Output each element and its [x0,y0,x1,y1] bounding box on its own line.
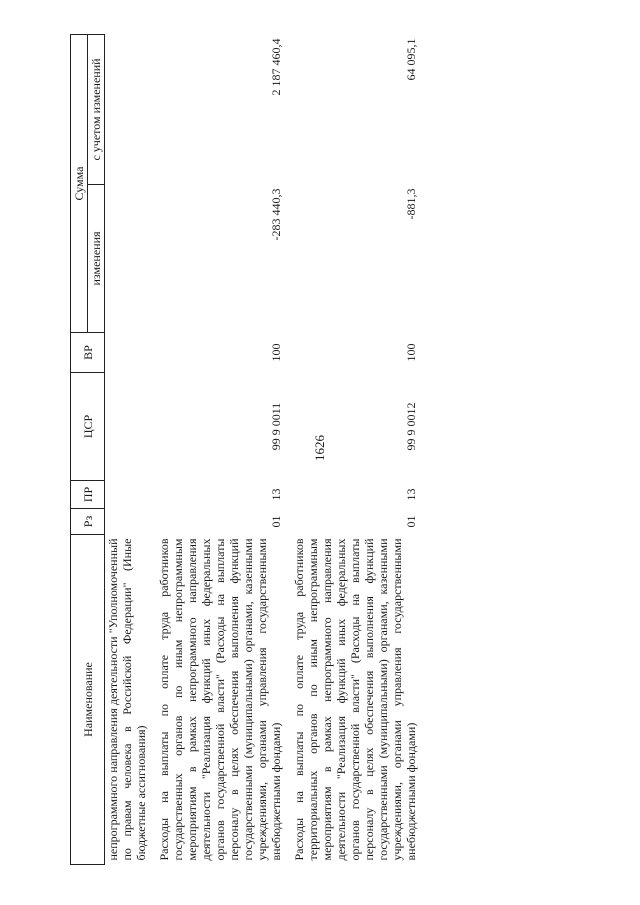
row-total: 2 187 460,4 [269,38,283,96]
row-changes [105,185,150,333]
row-csr: 99 9 0012 [404,402,418,451]
row-changes: -283 440,3 [269,188,283,241]
header-rz: Рз [71,509,105,535]
row-csr [105,373,150,481]
header-csr: ЦСР [71,373,105,481]
header-pr: ПР [71,481,105,509]
row-rz [105,509,150,535]
header-with-changes: с учетом изменений [88,34,105,184]
row-rz: 01 [269,515,283,528]
page-number: 1626 [312,435,327,461]
header-sum: Сумма [71,34,88,332]
row-total: 64 095,1 [404,38,418,81]
row-pr: 13 [404,488,418,501]
row-name: Расходы на выплаты по оплате труда работников территориальных органов по иным непрограммным мероприятиям в рамках непрограммного направления деятельности "Реализация функций иных федеральных органов государственной власти" (Расходы на выплаты персоналу в целях обеспечения выполнения функций государственными (муниципальными) органами, казенными учреждениями, органами управления государственными внебюджетными фондами) [292,538,418,861]
row-csr: 99 9 0011 [269,402,283,451]
row-vr: 100 [269,343,283,362]
header-changes: изменения [88,185,105,333]
header-vr: ВР [71,333,105,373]
rotated-table-container [70,35,610,865]
row-vr [105,333,150,373]
row-name: непрограммного направления деятельности "Уполномоченный по правам человека в Российской Федерации" (Иные бюджетные ассигнования) [106,538,148,861]
table-row [284,34,419,864]
row-rz: 01 [404,515,418,528]
row-pr: 13 [269,488,283,501]
table-row [105,34,150,864]
row-total [105,34,150,184]
row-pr [105,481,150,509]
row-name: Расходы на выплаты по оплате труда работников государственных органов по иным непрограммным мероприятиям в рамках непрограммного направления деятельности "Реализация функций иных федеральных органов государственной власти" (Расходы на выплаты персоналу в целях обеспечения выполнения функций государственными (муниципальными) органами, казенными учреждениями, органами управления государственными внебюджетными фондами) [157,538,283,861]
table-row [149,34,284,864]
row-changes: -881,3 [404,188,418,220]
header-name: Наименование [71,535,105,865]
budget-table [70,34,419,865]
row-vr: 100 [404,343,418,362]
